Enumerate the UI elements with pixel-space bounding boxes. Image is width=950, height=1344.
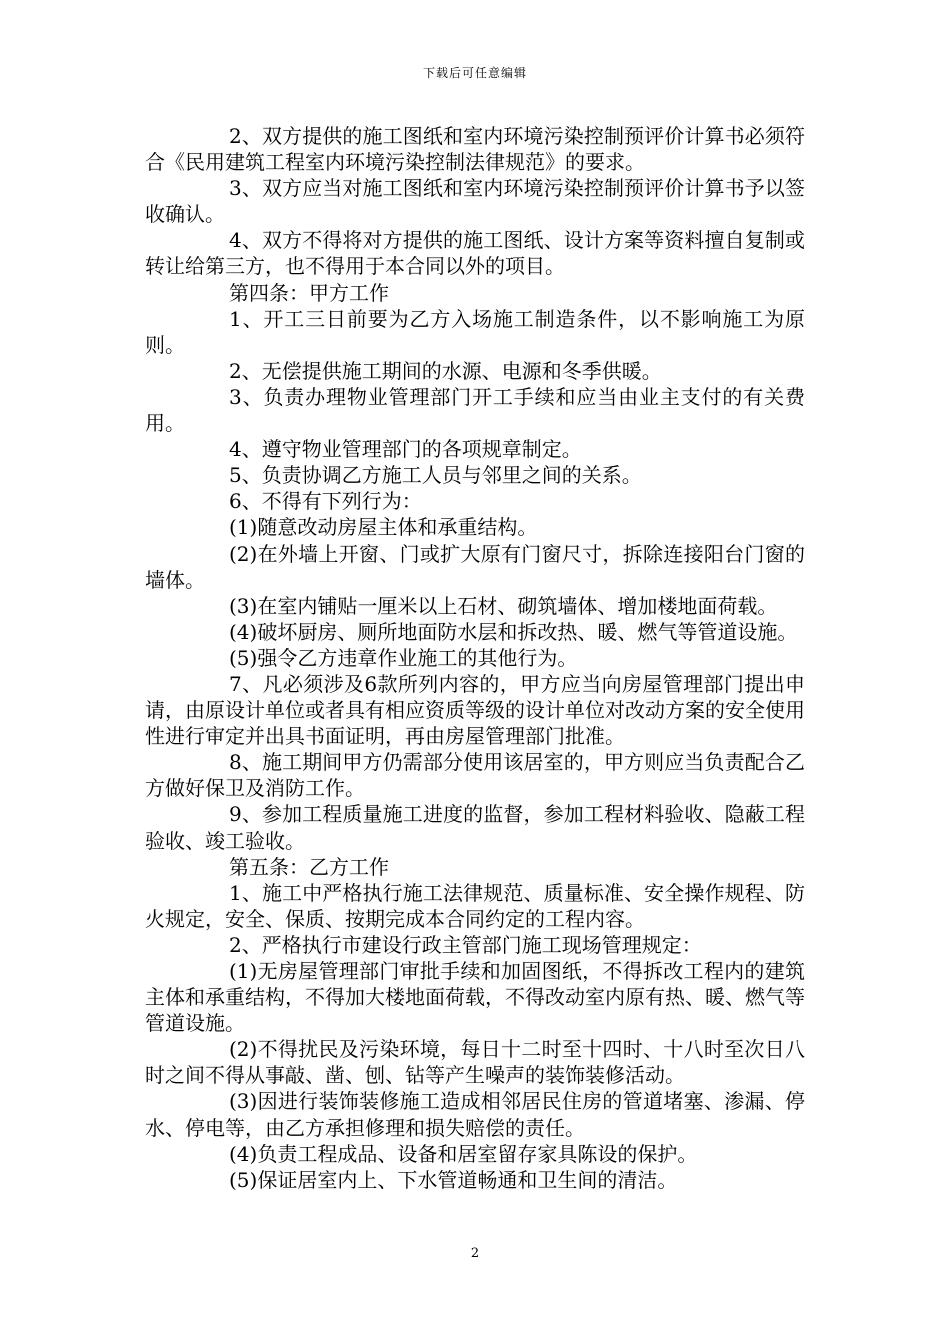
list-item: (5)强令乙方违章作业施工的其他行为。 <box>229 645 578 670</box>
paragraph: 9、参加工程质量施工进度的监督，参加工程材料验收、隐蔽工程验收、竣工验收。 <box>145 802 805 853</box>
paragraph: 1、施工中严格执行施工法律规范、质量标准、安全操作规程、防火规定，安全、保质、按期完成本合同约定的工程内容。 <box>145 880 805 931</box>
document-body <box>145 123 805 1193</box>
list-item: (3)在室内铺贴一厘米以上石材、砌筑墙体、增加楼地面荷载。 <box>229 593 778 618</box>
paragraph: 2、严格执行市建设行政主管部门施工现场管理规定： <box>229 932 702 957</box>
paragraph: 4、双方不得将对方提供的施工图纸、设计方案等资料擅自复制或转让给第三方，也不得用于本合同以外的项目。 <box>145 228 805 279</box>
paragraph: 3、双方应当对施工图纸和室内环境污染控制预评价计算书予以签收确认。 <box>145 176 805 227</box>
list-item: (4)破坏厨房、厕所地面防水层和拆改热、暖、燃气等管道设施。 <box>229 619 798 644</box>
list-item: (1)随意改动房屋主体和承重结构。 <box>229 515 538 540</box>
paragraph: 3、负责办理物业管理部门开工手续和应当由业主支付的有关费用。 <box>145 384 805 436</box>
page-header: 下载后可任意编辑 <box>422 66 527 80</box>
list-item: (2)在外墙上开窗、门或扩大原有门窗尺寸，拆除连接阳台门窗的墙体。 <box>145 541 805 592</box>
list-item: (3)因进行装饰装修施工造成相邻居民住房的管道堵塞、渗漏、停水、停电等，由乙方承担修理和损失赔偿的责任。 <box>145 1089 805 1140</box>
paragraph: 2、双方提供的施工图纸和室内环境污染控制预评价计算书必须符合《民用建筑工程室内环境污染控制法律规范》的要求。 <box>145 124 805 175</box>
paragraph: 8、施工期间甲方仍需部分使用该居室的，甲方则应当负责配合乙方做好保卫及消防工作。 <box>145 750 805 801</box>
list-item: (1)无房屋管理部门审批手续和加固图纸，不得拆改工程内的建筑主体和承重结构，不得加大楼地面荷载，不得改动室内原有热、暖、燃气等管道设施。 <box>145 959 805 1036</box>
paragraph: 1、开工三日前要为乙方入场施工制造条件，以不影响施工为原则。 <box>145 306 805 357</box>
paragraph: 2、无偿提供施工期间的水源、电源和冬季供暖。 <box>229 358 662 383</box>
section-heading-article-4: 第四条：甲方工作 <box>229 280 389 305</box>
paragraph: 4、遵守物业管理部门的各项规章制定。 <box>229 437 582 462</box>
paragraph: 7、凡必须涉及6款所列内容的，甲方应当向房屋管理部门提出申请，由原设计单位或者具有相应资质等级的设计单位对改动方案的安全使用性进行审定并出具书面证明，再由房屋管理部门批准。 <box>145 671 805 749</box>
page-number: 2 <box>470 1246 480 1261</box>
list-item: (5)保证居室内上、下水管道畅通和卫生间的清洁。 <box>229 1167 678 1192</box>
list-item: (2)不得扰民及污染环境，每日十二时至十四时、十八时至次日八时之间不得从事敲、凿、刨、钻等产生噪声的装饰装修活动。 <box>145 1037 805 1088</box>
list-item: (4)负责工程成品、设备和居室留存家具陈设的保护。 <box>229 1141 698 1166</box>
paragraph: 6、不得有下列行为： <box>229 489 422 514</box>
paragraph: 5、负责协调乙方施工人员与邻里之间的关系。 <box>229 463 642 488</box>
section-heading-article-5: 第五条：乙方工作 <box>229 854 389 879</box>
